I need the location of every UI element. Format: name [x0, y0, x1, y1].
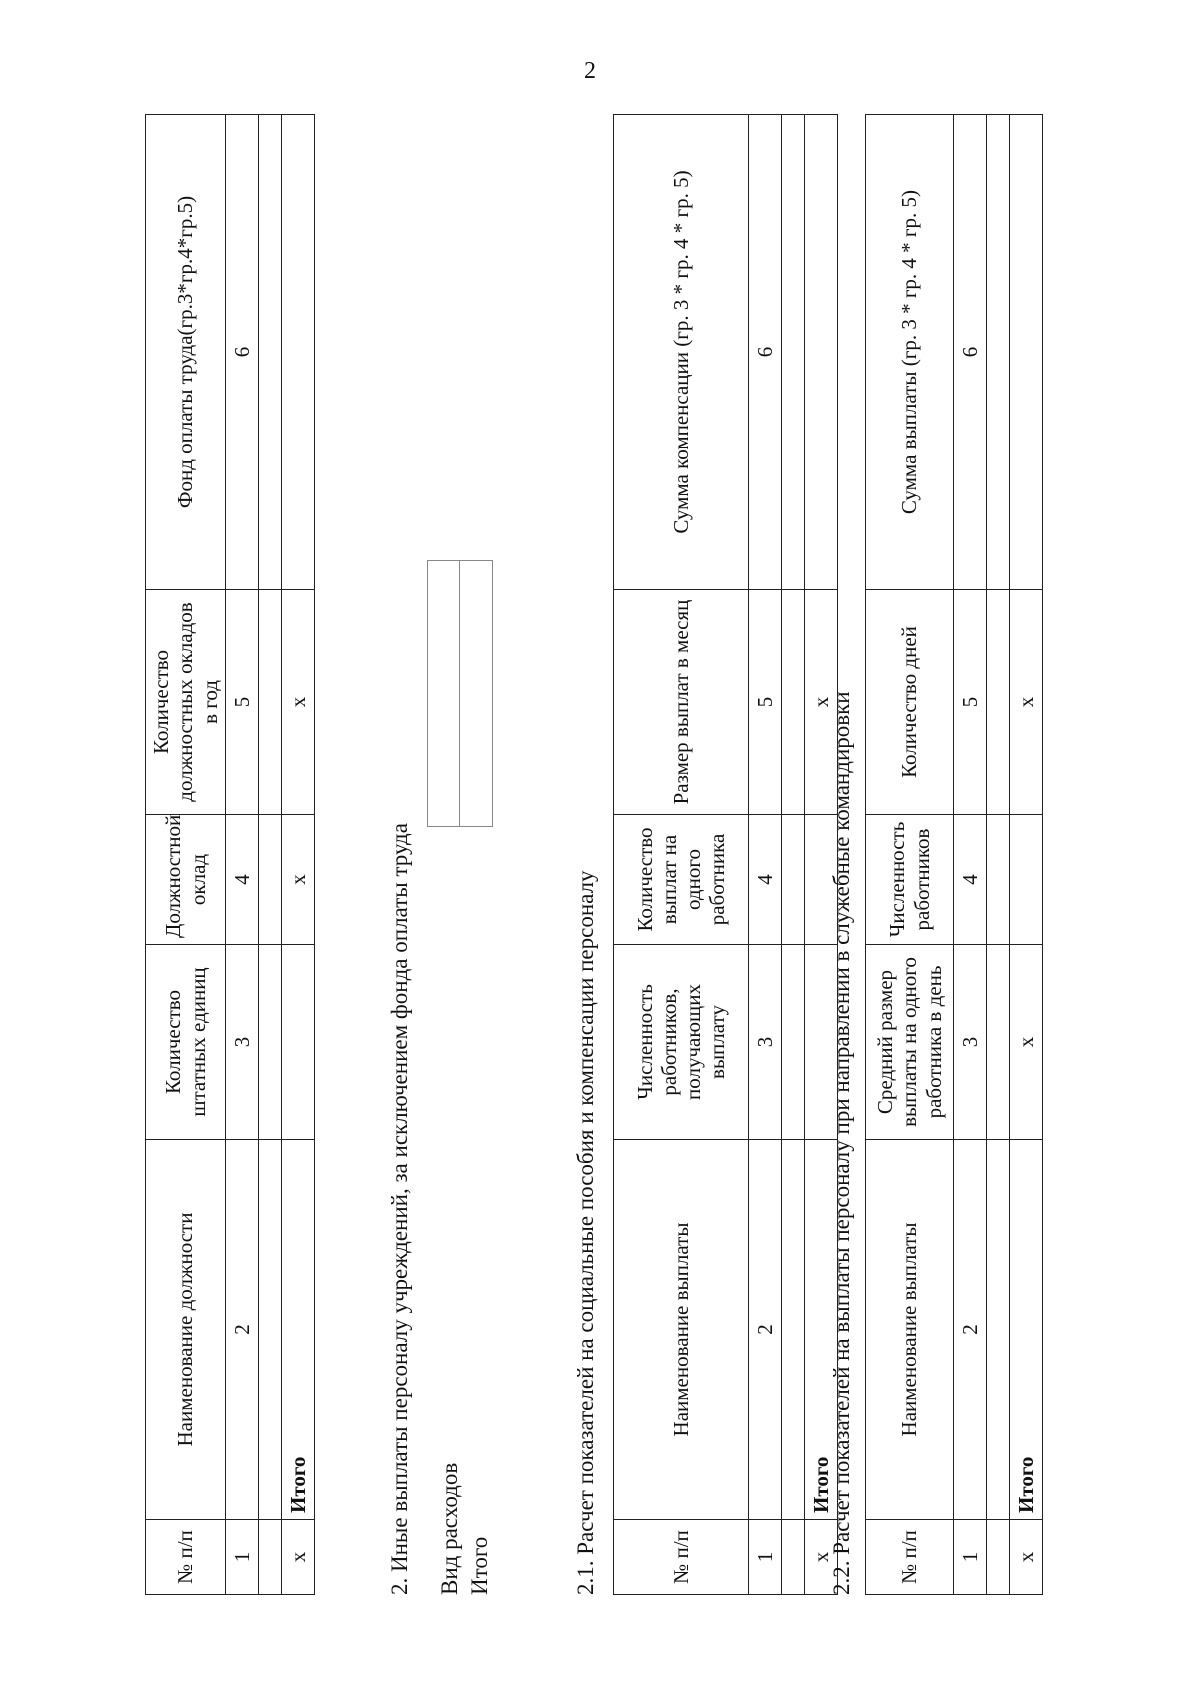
expense-type-label: Вид расходов — [437, 1462, 462, 1595]
table-cell — [282, 945, 315, 1140]
column-number-row — [954, 115, 987, 1595]
total-label: Итого — [282, 1140, 315, 1520]
column-number: 2 — [226, 1140, 259, 1520]
total-marker: х — [805, 1520, 838, 1595]
table-cell — [987, 115, 1010, 590]
table-cell — [782, 815, 805, 945]
business-trip-table — [865, 114, 1043, 1595]
expense-type-box — [427, 560, 493, 827]
header-cell-payment-name: Наименование выплаты — [866, 1140, 954, 1520]
column-number: 4 — [749, 815, 782, 945]
header-cell-number: № п/п — [614, 1520, 749, 1595]
column-number: 6 — [749, 115, 782, 590]
column-number-row — [749, 115, 782, 1595]
table-cell — [282, 115, 315, 590]
table-cell — [259, 815, 282, 945]
table-cell — [987, 1520, 1010, 1595]
table-cell — [987, 815, 1010, 945]
column-number: 6 — [954, 115, 987, 590]
total-label: Итого — [467, 1536, 492, 1595]
table-cell — [259, 115, 282, 590]
header-cell-daily-amount: Средний размер выплаты на одного работника в день — [866, 945, 954, 1140]
table-cell — [782, 115, 805, 590]
page-number: 2 — [584, 58, 596, 84]
table-header-row — [866, 115, 954, 1595]
column-number: 2 — [954, 1140, 987, 1520]
table-cell — [782, 945, 805, 1140]
total-marker: х — [805, 590, 838, 815]
table-cell — [259, 1520, 282, 1595]
column-number: 3 — [954, 945, 987, 1140]
total-marker: х — [1010, 590, 1043, 815]
column-number: 4 — [954, 815, 987, 945]
header-cell-wage-fund: Фонд оплаты труда(гр.3*гр.4*гр.5) — [146, 115, 226, 590]
table-cell — [259, 945, 282, 1140]
social-benefits-table — [613, 114, 838, 1595]
header-cell-monthly-amount: Размер выплат в месяц — [614, 590, 749, 815]
salary-fund-table — [145, 114, 315, 1595]
header-cell-payments-per-worker: Количество выплат на одного работника — [614, 815, 749, 945]
total-marker: х — [282, 1520, 315, 1595]
table-cell — [782, 1140, 805, 1520]
total-label: Итого — [805, 1140, 838, 1520]
column-number-row — [226, 115, 259, 1595]
column-number: 5 — [954, 590, 987, 815]
column-number: 1 — [226, 1520, 259, 1595]
table-cell — [805, 115, 838, 590]
expense-type-cell — [428, 561, 460, 826]
header-cell-salaries-per-year: Количество должностных окладов в год — [146, 590, 226, 815]
header-cell-staff-units: Количество штатных единиц — [146, 945, 226, 1140]
table-row — [259, 115, 282, 1595]
table-cell — [259, 1140, 282, 1520]
table-cell — [782, 590, 805, 815]
total-label: Итого — [1010, 1140, 1043, 1520]
expense-total-cell — [460, 561, 491, 826]
total-marker: х — [282, 590, 315, 815]
table-cell — [259, 590, 282, 815]
header-cell-recipients: Численность работников, получающих выплату — [614, 945, 749, 1140]
column-number: 2 — [749, 1140, 782, 1520]
table-cell — [1010, 115, 1043, 590]
total-row — [1010, 115, 1043, 1595]
table-header-row — [146, 115, 226, 1595]
header-cell-compensation-sum: Сумма компенсации (гр. 3 * гр. 4 * гр. 5) — [614, 115, 749, 590]
total-marker: х — [1010, 1520, 1043, 1595]
subsection-heading: 2.2. Расчет показателей на выплаты персоналу при направлении в служебные командировки — [829, 691, 854, 1595]
column-number: 3 — [226, 945, 259, 1140]
total-marker: х — [1010, 945, 1043, 1140]
column-number: 1 — [749, 1520, 782, 1595]
header-cell-payment-name: Наименование выплаты — [614, 1140, 749, 1520]
total-marker: х — [282, 815, 315, 945]
column-number: 4 — [226, 815, 259, 945]
table-cell — [987, 1140, 1010, 1520]
subsection-heading: 2.1. Расчет показателей на социальные пособия и компенсации персоналу — [573, 870, 598, 1595]
column-number: 5 — [749, 590, 782, 815]
table-header-row — [614, 115, 749, 1595]
header-cell-days: Количество дней — [866, 590, 954, 815]
total-row — [282, 115, 315, 1595]
table-cell — [782, 1520, 805, 1595]
header-cell-payment-sum: Сумма выплаты (гр. 3 * гр. 4 * гр. 5) — [866, 115, 954, 590]
section-heading: 2. Иные выплаты персоналу учреждений, за исключением фонда оплаты труда — [387, 823, 412, 1595]
header-cell-workers: Численность работников — [866, 815, 954, 945]
column-number: 3 — [749, 945, 782, 1140]
table-row — [782, 115, 805, 1595]
header-cell-salary: Должностной оклад — [146, 815, 226, 945]
header-cell-number: № п/п — [866, 1520, 954, 1595]
table-cell — [987, 590, 1010, 815]
column-number: 1 — [954, 1520, 987, 1595]
table-row — [987, 115, 1010, 1595]
column-number: 6 — [226, 115, 259, 590]
rotated-content — [145, 115, 1145, 1595]
table-cell — [1010, 815, 1043, 945]
header-cell-number: № п/п — [146, 1520, 226, 1595]
expense-type-block — [435, 1463, 495, 1595]
table-cell — [987, 945, 1010, 1140]
column-number: 5 — [226, 590, 259, 815]
header-cell-position: Наименование должности — [146, 1140, 226, 1520]
